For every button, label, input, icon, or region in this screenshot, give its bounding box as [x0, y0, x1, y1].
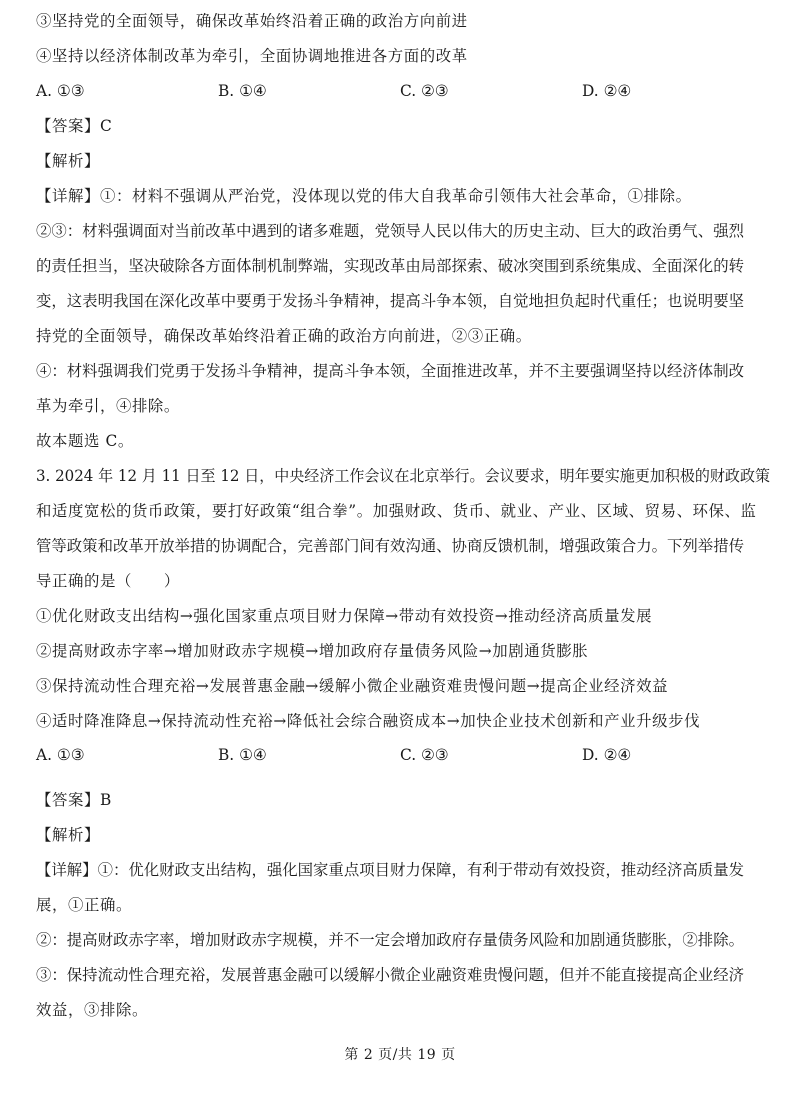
statement-3: ③坚持党的全面领导，确保改革始终沿着正确的政治方向前进 — [36, 12, 468, 30]
question-stem-line: 3. 2024 年 12 月 11 日至 12 日，中央经济工作会议在北京举行。会议要求，明年要实施更加积极的财政政策 — [36, 467, 771, 485]
detail-line: 【详解】①：材料不强调从严治党，没体现以党的伟大自我革命引领伟大社会革命，①排除。 — [36, 187, 692, 205]
option-d: D. ②④ — [582, 82, 632, 100]
question-stem-line: 导正确的是（ ） — [36, 572, 180, 590]
detail-line: ④：材料强调我们党勇于发扬斗争精神，提高斗争本领，全面推进改革，并不主要强调坚持以经济体制改 — [36, 362, 744, 380]
option-c: C. ②③ — [400, 746, 449, 764]
detail-line: ②③：材料强调面对当前改革中遇到的诸多难题，党领导人民以伟大的历史主动、巨大的政治勇气、强烈 — [36, 222, 744, 240]
option-a: A. ①③ — [36, 82, 85, 100]
statement-4: ④适时降准降息→保持流动性充裕→降低社会综合融资成本→加快企业技术创新和产业升级步伐 — [36, 712, 701, 730]
statement-3: ③保持流动性合理充裕→发展普惠金融→缓解小微企业融资难贵慢问题→提高企业经济效益 — [36, 677, 669, 695]
question-stem-line: 和适度宽松的货币政策，要打好政策“组合拳”。加强财政、货币、就业、产业、区域、贸易、环保、监 — [36, 502, 757, 520]
conclusion-line: 故本题选 C。 — [36, 432, 134, 450]
statement-2: ②提高财政赤字率→增加财政赤字规模→增加政府存量债务风险→加剧通货膨胀 — [36, 642, 589, 660]
detail-line: 变，这表明我国在深化改革中要勇于发扬斗争精神，提高斗争本领，自觉地担负起时代重任；也说明要坚 — [36, 292, 744, 310]
answer-label: 【答案】C — [36, 117, 113, 135]
detail-line: 的责任担当，坚决破除各方面体制机制弊端，实现改革由局部探索、破冰突围到系统集成、全面深化的转 — [36, 257, 744, 275]
detail-line: ③：保持流动性合理充裕，发展普惠金融可以缓解小微企业融资难贵慢问题，但并不能直接提高企业经济 — [36, 966, 744, 984]
analysis-label: 【解析】 — [36, 826, 100, 844]
detail-line: 效益，③排除。 — [36, 1001, 148, 1019]
option-d: D. ②④ — [582, 746, 632, 764]
statement-1: ①优化财政支出结构→强化国家重点项目财力保障→带动有效投资→推动经济高质量发展 — [36, 607, 653, 625]
detail-line: 持党的全面领导，确保改革始终沿着正确的政治方向前进，②③正确。 — [36, 327, 532, 345]
option-b: B. ①④ — [218, 82, 267, 100]
option-c: C. ②③ — [400, 82, 449, 100]
page-number-footer: 第 2 页/共 19 页 — [344, 1047, 456, 1063]
detail-line: 【详解】①：优化财政支出结构，强化国家重点项目财力保障，有利于带动有效投资，推动经济高质量发 — [36, 861, 744, 879]
detail-line: 革为牵引，④排除。 — [36, 397, 180, 415]
question-stem-line: 管等政策和改革开放举措的协调配合，完善部门间有效沟通、协商反馈机制，增强政策合力。下列举措传 — [36, 537, 744, 555]
options-row — [36, 744, 770, 766]
options-row — [36, 80, 770, 102]
option-b: B. ①④ — [218, 746, 267, 764]
answer-label: 【答案】B — [36, 791, 112, 809]
statement-4: ④坚持以经济体制改革为牵引，全面协调地推进各方面的改革 — [36, 47, 468, 65]
option-a: A. ①③ — [36, 746, 85, 764]
detail-line: 展，①正确。 — [36, 896, 132, 914]
analysis-label: 【解析】 — [36, 152, 100, 170]
detail-line: ②：提高财政赤字率，增加财政赤字规模，并不一定会增加政府存量债务风险和加剧通货膨胀，②排除。 — [36, 931, 744, 949]
